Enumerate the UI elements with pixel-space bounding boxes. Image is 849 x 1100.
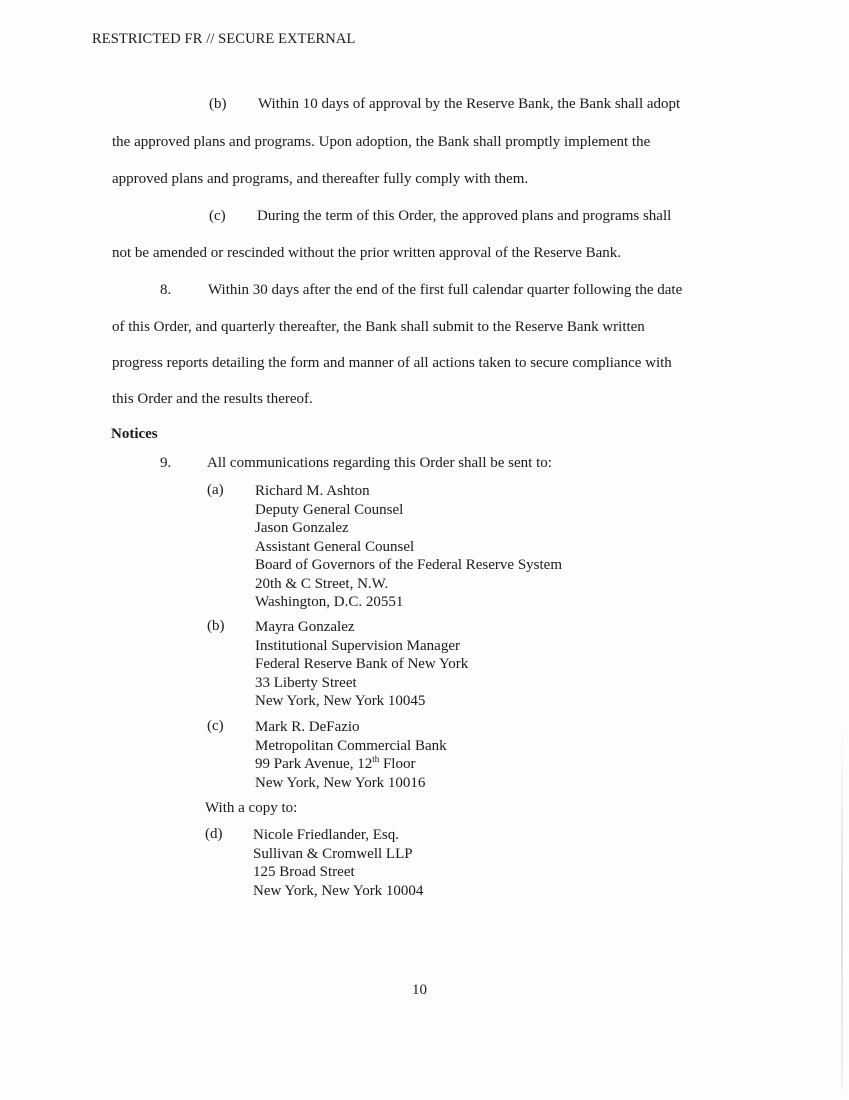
notice-a-line: Washington, D.C. 20551	[255, 594, 404, 610]
notice-c-name: Mark R. DeFazio	[255, 719, 360, 735]
notice-d-line: 125 Broad Street	[253, 864, 355, 880]
para-8-line-1: Within 30 days after the end of the first full calendar quarter following the date	[208, 282, 683, 298]
notice-c-street-floor: Floor	[379, 756, 416, 772]
page-number: 10	[412, 982, 427, 998]
para-8-line-3: progress reports detailing the form and manner of all actions taken to secure compliance with	[112, 355, 672, 371]
para-7b-line-3: approved plans and programs, and thereafter fully comply with them.	[112, 171, 529, 187]
notice-b-line: 33 Liberty Street	[255, 674, 357, 691]
para-7b-line-1: Within 10 days of approval by the Reserve Bank, the Bank shall adopt	[258, 96, 681, 112]
notice-c-city: New York, New York 10016	[255, 774, 426, 791]
notice-c-address	[255, 718, 447, 792]
notice-c-street-ordinal: th	[372, 754, 380, 764]
notice-a-line: Richard M. Ashton	[255, 483, 370, 499]
notice-c-marker: (c)	[207, 718, 224, 734]
notice-b-line: New York, New York 10045	[255, 693, 426, 709]
notices-heading: Notices	[111, 426, 158, 442]
notice-c-street-main: 99 Park Avenue, 12	[255, 756, 373, 772]
para-7b-marker: (b)	[209, 96, 227, 112]
notice-d-marker: (d)	[205, 826, 223, 842]
notice-b-address	[255, 618, 468, 711]
notice-a-line: Board of Governors of the Federal Reserve System	[255, 557, 563, 573]
notice-b-line: Mayra Gonzalez	[255, 619, 355, 635]
notice-b-marker: (b)	[207, 618, 225, 634]
para-8-line-4: this Order and the results thereof.	[112, 391, 313, 407]
notice-a-address	[255, 482, 562, 612]
copy-to-label: With a copy to:	[205, 800, 298, 816]
notice-a-line: Deputy General Counsel	[255, 501, 404, 518]
notice-a-line: Assistant General Counsel	[255, 538, 415, 555]
notice-d-address	[253, 826, 423, 900]
para-9-number: 9.	[160, 455, 172, 471]
security-header: RESTRICTED FR // SECURE EXTERNAL	[92, 31, 356, 47]
notice-b-line: Federal Reserve Bank of New York	[255, 656, 469, 672]
notice-d-line: New York, New York 10004	[253, 882, 424, 899]
notice-a-line: Jason Gonzalez	[255, 520, 349, 536]
para-7c-line-2: not be amended or rescinded without the prior written approval of the Reserve Bank.	[112, 245, 622, 261]
notice-c-bank: Metropolitan Commercial Bank	[255, 737, 447, 754]
notice-a-marker: (a)	[207, 482, 224, 498]
notice-b-line: Institutional Supervision Manager	[255, 637, 460, 654]
notice-c-street	[255, 755, 447, 774]
para-9-intro: All communications regarding this Order shall be sent to:	[207, 455, 552, 471]
para-8-number: 8.	[160, 282, 172, 298]
notice-d-line: Nicole Friedlander, Esq.	[253, 827, 400, 843]
notice-a-line: 20th & C Street, N.W.	[255, 575, 389, 592]
scan-edge-shadow	[841, 720, 843, 1090]
para-7c-marker: (c)	[209, 208, 226, 224]
para-7b-line-2: the approved plans and programs. Upon adoption, the Bank shall promptly implement the	[112, 134, 651, 150]
notice-d-line: Sullivan & Cromwell LLP	[253, 845, 413, 862]
para-8-line-2: of this Order, and quarterly thereafter, the Bank shall submit to the Reserve Bank written	[112, 319, 645, 335]
para-7c-line-1: During the term of this Order, the approved plans and programs shall	[257, 208, 672, 224]
